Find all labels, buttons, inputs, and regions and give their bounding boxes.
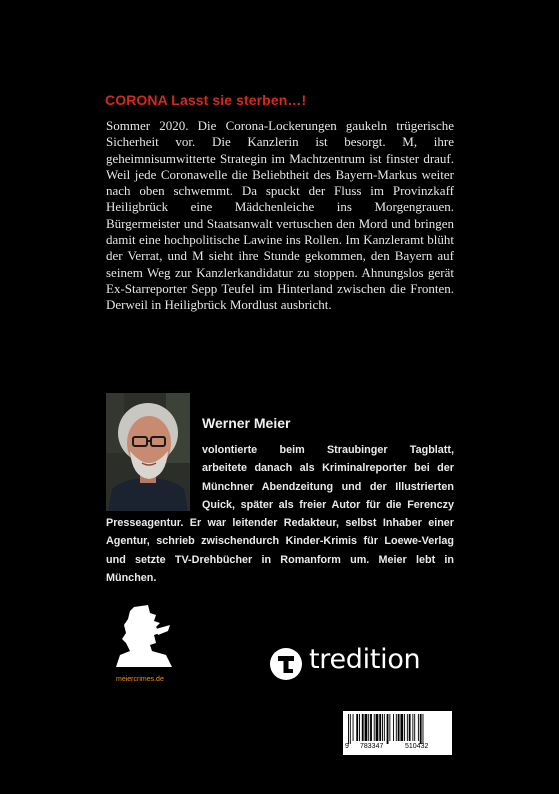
barcode-bar: [420, 714, 422, 744]
barcode-bar: [414, 714, 415, 741]
barcode-bar: [389, 714, 390, 741]
barcode-bar: [407, 714, 408, 741]
author-bio-bottom: [106, 514, 454, 587]
barcode-bar: [362, 714, 364, 741]
barcode-bar: [393, 714, 394, 741]
barcode-bars: [348, 714, 448, 744]
publisher-name: tredition: [309, 644, 421, 675]
barcode-digits: [343, 743, 452, 753]
author-photo: [106, 393, 190, 511]
bio-line: arbeitete danach als Kriminalreporter bei der: [202, 462, 454, 475]
barcode-bar: [376, 714, 379, 741]
bio-line: Presseagentur. Er war leitender Redakteur, selbst Inhaber einer: [106, 517, 454, 529]
author-bio-top: [202, 441, 454, 514]
barcode-bar: [382, 714, 383, 741]
barcode-bar: [365, 714, 368, 741]
silhouette-detective-icon: [116, 605, 172, 667]
tredition-t-logo-icon: [270, 648, 302, 680]
barcode-bar: [409, 714, 411, 741]
barcode-bar: [353, 714, 354, 741]
bio-line: München.: [106, 571, 157, 584]
bio-line: Münchner Abendzeitung und der Illustrierten: [202, 480, 454, 493]
barcode-bar: [404, 714, 405, 741]
barcode-bar: [348, 714, 349, 744]
barcode-bar: [379, 714, 381, 741]
barcode-bar: [384, 714, 385, 741]
barcode-bar: [374, 714, 375, 741]
author-portrait-image: [106, 393, 190, 511]
isbn-barcode: [343, 711, 452, 755]
bio-line: Agentur, schrieb zwischendurch Kinder-Krimis für Loewe-Verlag: [106, 535, 454, 548]
barcode-prefix: 9: [345, 743, 349, 750]
barcode-bar: [418, 714, 419, 741]
book-blurb: Sommer 2020. Die Corona-Lockerungen gaukeln trügerische Sicherheit vor. Die Kanzlerin ist besorgt. M, ihre geheimnisumwitterte Strategin im Machtzentrum ist finster drauf. Weil jede Coronawelle die Beliebtheit des Bayern-Markus weiter nach oben schwemmt. Da spuckt der Fluss im Provinzkaff Heiligbrück eine Mädchenleiche ins Morgengrauen. Bürgermeister und Staatsanwalt vertuschen den Mord und bringen damit eine hochpolitische Lawine ins Rollen. Im Kanzleramt blüht der Verrat, und M sieht ihre Stunde gekommen, den Bayern auf seinem Weg zur Kanzlerkandidatur zu stoppen. Ahnungslos gerät Ex-Starreporter Sepp Teufel im Hinterland zwischen die Fronten. Derweil in Heiligbrück Mordlust ausbricht.: [106, 118, 454, 313]
barcode-group1: 783347: [360, 743, 384, 750]
barcode-bar: [350, 714, 351, 744]
barcode-bar: [396, 714, 397, 741]
bio-line: volontierte beim Straubinger Tagblatt,: [202, 444, 454, 456]
barcode-bar: [398, 714, 400, 741]
barcode-bar: [359, 714, 360, 741]
author-name: Werner Meier: [202, 415, 291, 431]
barcode-bar: [356, 714, 358, 741]
barcode-group2: 510432: [405, 743, 429, 750]
bio-line: und setzte TV-Drehbücher in Romanform um. Meier lebt in: [106, 553, 454, 566]
barcode-bar: [368, 714, 369, 741]
barcode-bar: [370, 714, 372, 741]
author-website: meiercrimes.de: [116, 676, 164, 683]
barcode-bar: [400, 714, 403, 741]
bio-line: Quick, später als freier Autor für die Ferenczy: [202, 498, 454, 511]
barcode-bar: [387, 714, 389, 744]
barcode-bar: [412, 714, 413, 741]
barcode-bar: [423, 714, 424, 744]
book-title: CORONA Lasst sie sterben…!: [105, 92, 307, 108]
